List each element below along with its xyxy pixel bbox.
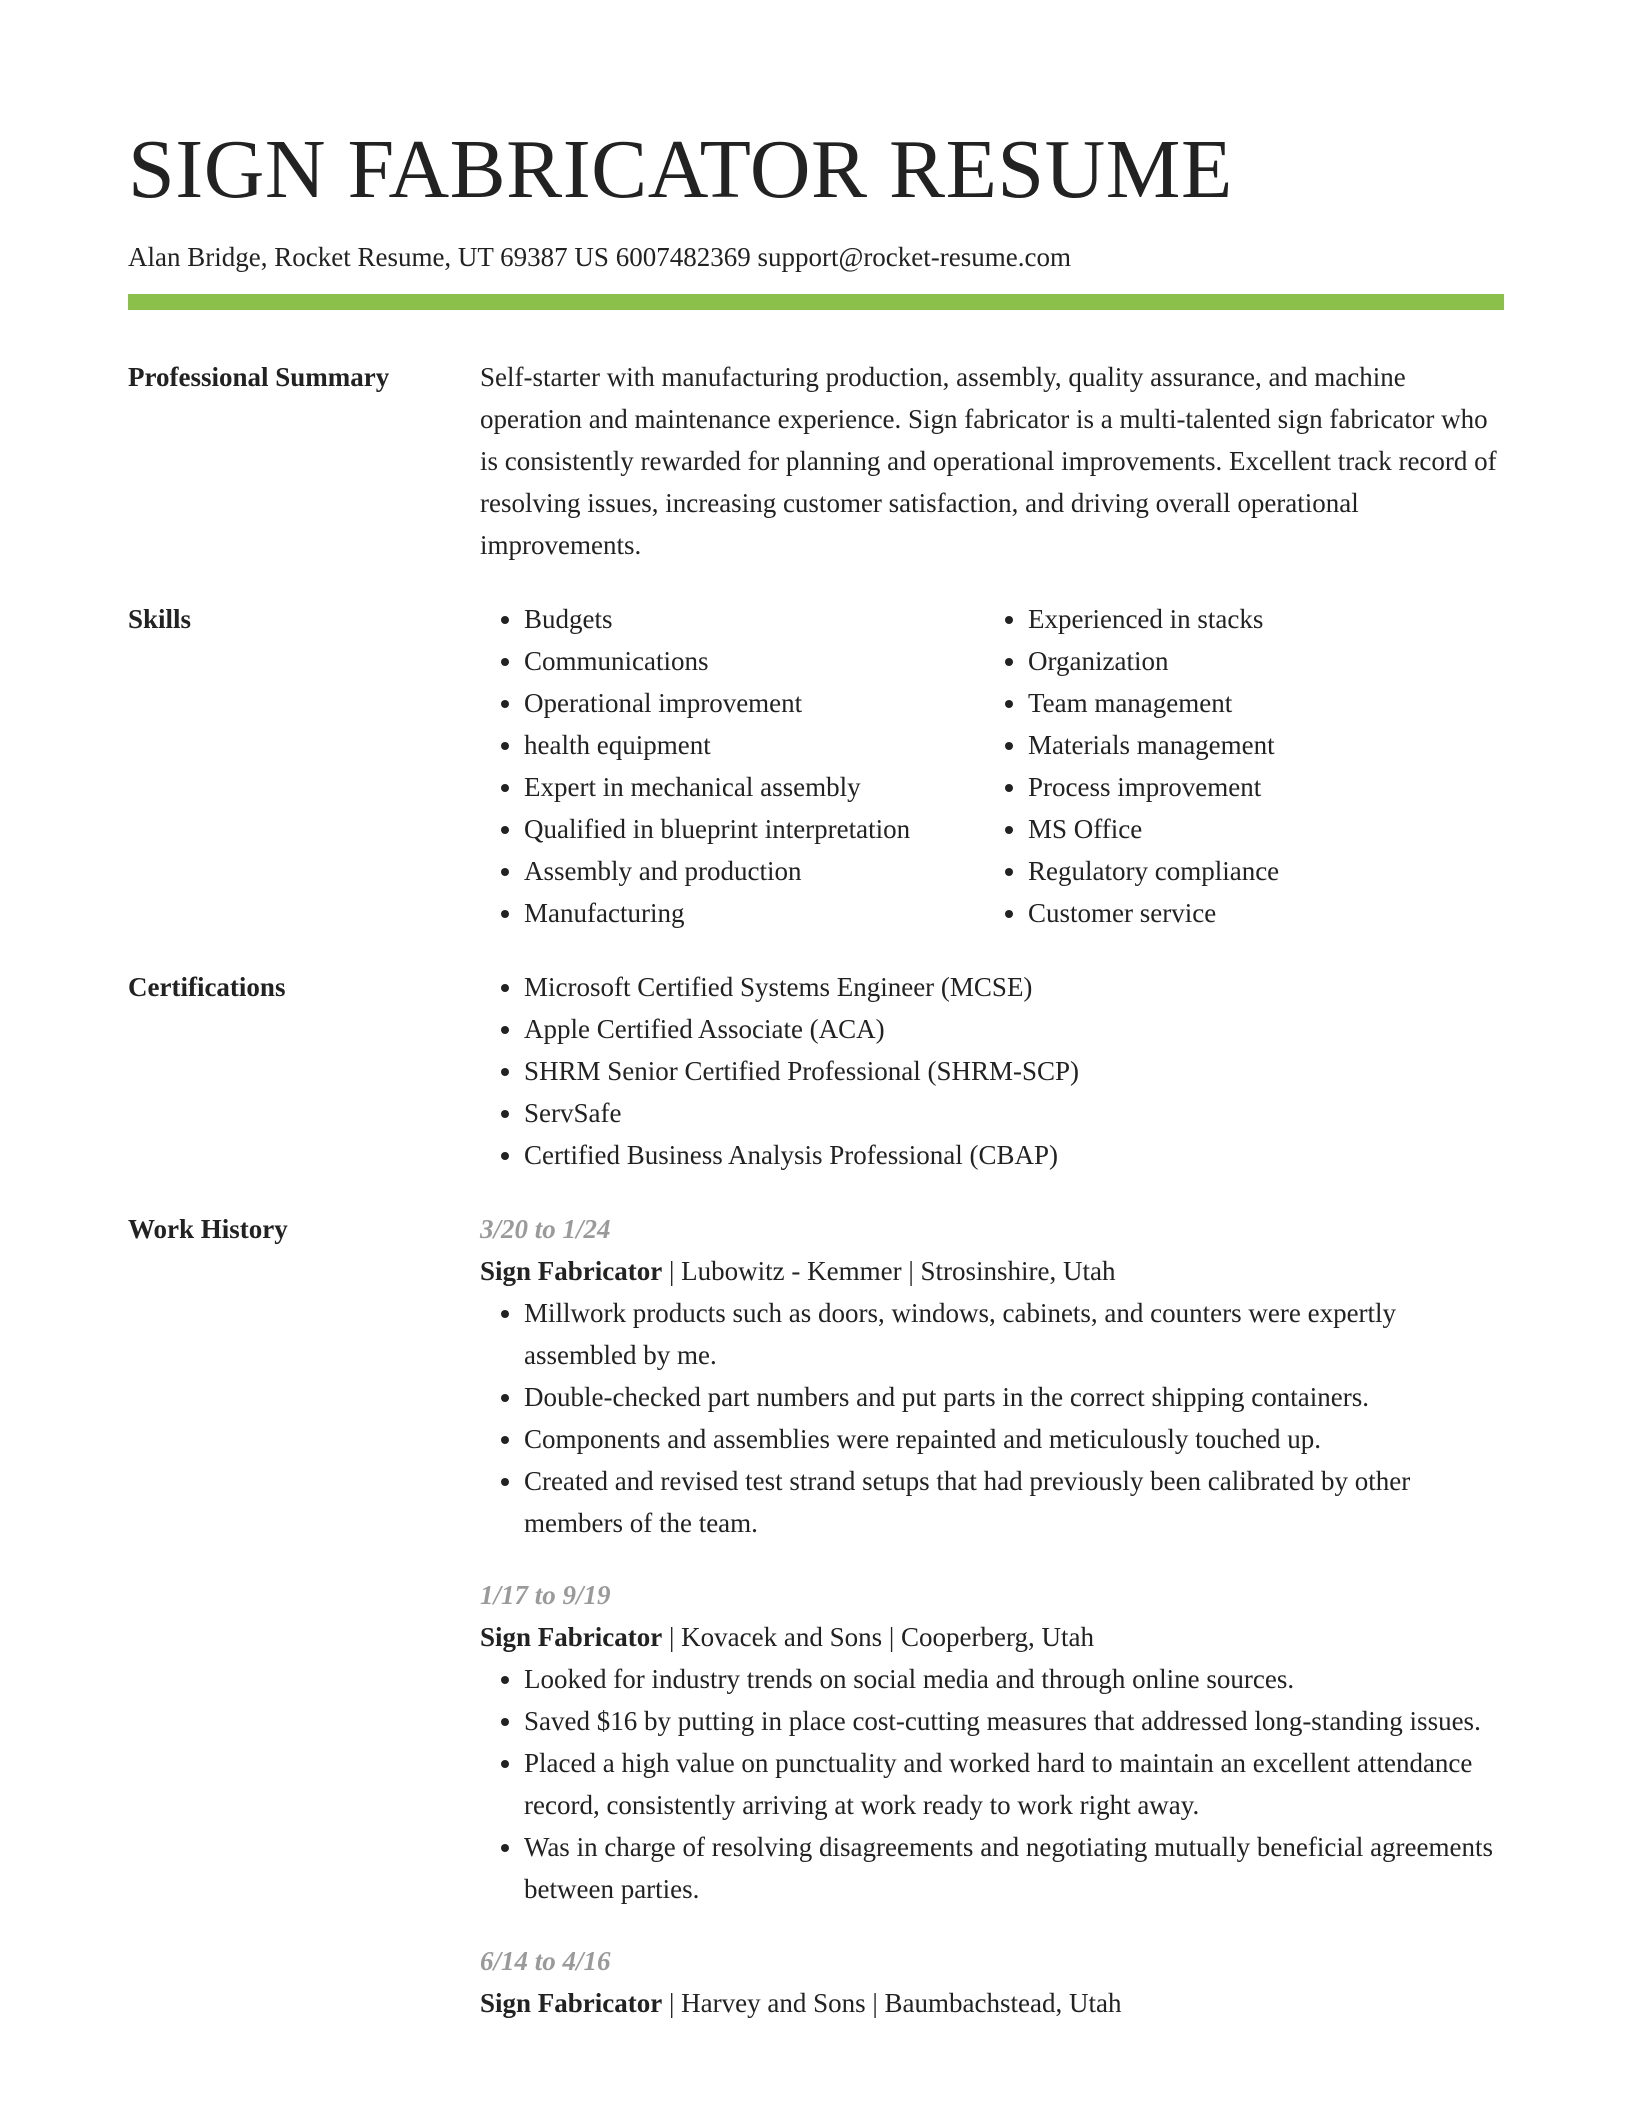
work-history-section xyxy=(128,1208,1504,2024)
job-bullet: • Created and revised test strand setups that had previously been calibrated by other members of the team. xyxy=(524,1460,1504,1544)
job-dates: 3/20 to 1/24 xyxy=(480,1214,611,1244)
skill-item: • Customer service xyxy=(1028,892,1488,934)
job-details: | Harvey and Sons | Baumbachstead, Utah xyxy=(662,1988,1122,2018)
resume-page xyxy=(128,0,1504,2024)
certifications-list xyxy=(480,966,1504,1176)
skill-item: • Operational improvement xyxy=(524,682,984,724)
contact-line: Alan Bridge, Rocket Resume, UT 69387 US 6007482369 support@rocket-resume.com xyxy=(128,242,1071,272)
header-divider xyxy=(128,294,1504,310)
certification-item: • Certified Business Analysis Professional (CBAP) xyxy=(524,1134,1504,1176)
job-bullet-list xyxy=(480,1658,1504,1910)
job-title: Sign Fabricator xyxy=(480,1256,663,1286)
skill-item: • Communications xyxy=(524,640,984,682)
summary-label: Professional Summary xyxy=(128,362,390,392)
certification-item: • Microsoft Certified Systems Engineer (MCSE) xyxy=(524,966,1504,1008)
job-entry xyxy=(480,1208,1504,1544)
skills-section xyxy=(128,598,1504,934)
skill-item: • Assembly and production xyxy=(524,850,984,892)
certification-item: • Apple Certified Associate (ACA) xyxy=(524,1008,1504,1050)
summary-text: Self-starter with manufacturing production, assembly, quality assurance, and machine operation and maintenance experience. Sign fabricator is a multi-talented sign fabricator who is consistently rewarded for planning and operational improvements. Excellent track record of resolving issues, increasing customer satisfaction, and driving overall operational improvements. xyxy=(480,362,1497,560)
skill-item: • health equipment xyxy=(524,724,984,766)
certification-item: • ServSafe xyxy=(524,1092,1504,1134)
skills-list-left xyxy=(480,598,984,934)
skills-column-right xyxy=(984,598,1488,934)
job-details: | Kovacek and Sons | Cooperberg, Utah xyxy=(662,1622,1094,1652)
job-heading xyxy=(480,1616,1504,1658)
job-dates: 1/17 to 9/19 xyxy=(480,1580,611,1610)
job-bullet: • Was in charge of resolving disagreements and negotiating mutually beneficial agreements between parties. xyxy=(524,1826,1504,1910)
job-heading xyxy=(480,1250,1504,1292)
job-title: Sign Fabricator xyxy=(480,1988,663,2018)
job-bullet: • Saved $16 by putting in place cost-cutting measures that addressed long-standing issues. xyxy=(524,1700,1504,1742)
certifications-section xyxy=(128,966,1504,1176)
skill-item: • Organization xyxy=(1028,640,1488,682)
certification-item: • SHRM Senior Certified Professional (SHRM-SCP) xyxy=(524,1050,1504,1092)
skill-item: • Qualified in blueprint interpretation xyxy=(524,808,984,850)
skill-item: • Manufacturing xyxy=(524,892,984,934)
certifications-body xyxy=(480,966,1504,1176)
skill-item: • Experienced in stacks xyxy=(1028,598,1488,640)
skill-item: • Budgets xyxy=(524,598,984,640)
skill-item: • Team management xyxy=(1028,682,1488,724)
job-dates: 6/14 to 4/16 xyxy=(480,1946,611,1976)
resume-title: SIGN FABRICATOR RESUME xyxy=(128,123,1233,216)
job-heading xyxy=(480,1982,1504,2024)
skills-label: Skills xyxy=(128,604,192,634)
skill-item: • MS Office xyxy=(1028,808,1488,850)
skill-item: • Expert in mechanical assembly xyxy=(524,766,984,808)
work-history-label: Work History xyxy=(128,1214,288,1244)
job-bullet: • Double-checked part numbers and put parts in the correct shipping containers. xyxy=(524,1376,1504,1418)
job-entry xyxy=(480,1574,1504,1910)
skill-item: • Materials management xyxy=(1028,724,1488,766)
summary-section xyxy=(128,356,1504,566)
job-bullet: • Millwork products such as doors, windows, cabinets, and counters were expertly assembled by me. xyxy=(524,1292,1504,1376)
skill-item: • Regulatory compliance xyxy=(1028,850,1488,892)
summary-body xyxy=(480,356,1504,566)
job-bullet-list xyxy=(480,1292,1504,1544)
job-title: Sign Fabricator xyxy=(480,1622,663,1652)
work-history-body xyxy=(480,1208,1504,2024)
skills-column-left xyxy=(480,598,984,934)
job-bullet: • Looked for industry trends on social media and through online sources. xyxy=(524,1658,1504,1700)
job-bullet: • Components and assemblies were repainted and meticulously touched up. xyxy=(524,1418,1504,1460)
job-entry xyxy=(480,1940,1504,2024)
skills-list-right xyxy=(984,598,1488,934)
skills-columns xyxy=(480,598,1504,934)
job-details: | Lubowitz - Kemmer | Strosinshire, Utah xyxy=(662,1256,1116,1286)
skills-body xyxy=(480,598,1504,934)
certifications-label: Certifications xyxy=(128,972,286,1002)
job-bullet: • Placed a high value on punctuality and worked hard to maintain an excellent attendance record, consistently arriving at work ready to work right away. xyxy=(524,1742,1504,1826)
skill-item: • Process improvement xyxy=(1028,766,1488,808)
